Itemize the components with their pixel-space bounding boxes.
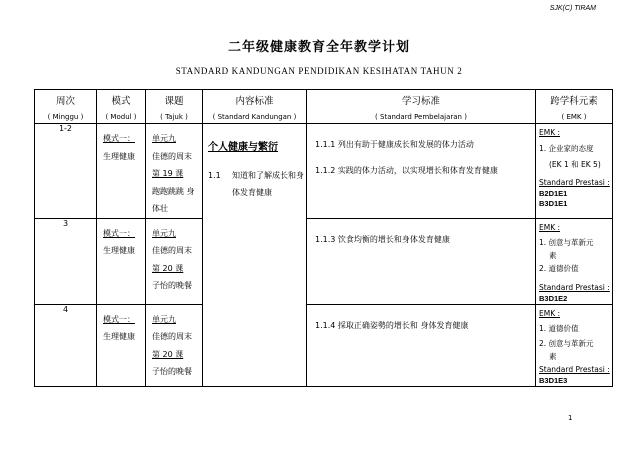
- week-cell: 1-2: [35, 124, 97, 219]
- learning-standard-cell: 1.1.3 饮食均衡的增长和身体发育健康: [307, 218, 536, 304]
- lesson-plan-table: [34, 89, 613, 387]
- emk-cell: EMK : 1. 企业家的态度 (EK 1 和 EK 5) Standard Prestasi : B2D1E1 B3D1E1: [536, 124, 613, 219]
- learning-standard-cell: 1.1.4 採取正确姿勢的增长和 身体发育健康: [307, 304, 536, 386]
- emk-cell: EMK : 1. 创意与革新元 素 2. 道德价值 Standard Prestasi : B3D1E2: [536, 218, 613, 304]
- topic-cell: 单元九 佳德的周末 第 19 课 跑跑跳跳 身体壮: [146, 124, 203, 219]
- topic-cell: 单元九 佳德的周末 第 20 课 子怡的晚餐: [146, 218, 203, 304]
- page-number: 1: [568, 414, 573, 422]
- table-row: [35, 124, 613, 219]
- col-header-week: 周次 ( Minggu ): [35, 90, 97, 124]
- col-header-topic: 课题 ( Tajuk ): [146, 90, 203, 124]
- content-standard-cell: 个人健康与繁衍 1.1 知道和了解成长和身体发育健康: [203, 124, 307, 387]
- col-header-content-standard: 内容标准 ( Standard Kandungan ): [203, 90, 307, 124]
- page-subtitle: STANDARD KANDUNGAN PENDIDIKAN KESIHATAN TAHUN 2: [175, 66, 463, 76]
- school-name: SJK(C) TIRAM: [549, 5, 596, 12]
- week-cell: 4: [35, 304, 97, 386]
- col-header-emk: 跨学科元素 ( EMK ): [536, 90, 613, 124]
- learning-standard-cell: 1.1.1 列出有助于健康成长和发展的体力活动 1.1.2 实践的体力活动，以实现增长和体育发育健康: [307, 124, 536, 219]
- table-header-row: [35, 90, 613, 124]
- week-cell: 3: [35, 218, 97, 304]
- module-cell: 模式一： 生理健康: [97, 218, 146, 304]
- col-header-learning-standard: 学习标准 ( Standard Pembelajaran ): [307, 90, 536, 124]
- col-header-module: 模式 ( Modul ): [97, 90, 146, 124]
- topic-cell: 单元九 佳德的周末 第 20 课 子怡的晚餐: [146, 304, 203, 386]
- page-title: 二年级健康教育全年教学计划: [227, 40, 410, 55]
- module-cell: 模式一： 生理健康: [97, 124, 146, 219]
- module-cell: 模式一： 生理健康: [97, 304, 146, 386]
- table-row: [35, 304, 613, 386]
- emk-cell: EMK : 1. 道德价值 2. 创意与革新元 素 Standard Prestasi : B3D1E3: [536, 304, 613, 386]
- table-row: [35, 218, 613, 304]
